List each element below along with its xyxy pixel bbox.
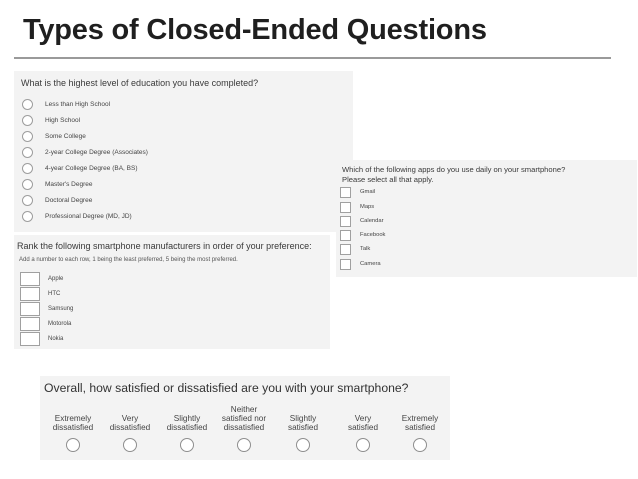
app-option[interactable] xyxy=(340,215,384,227)
scale-label: Slightly dissatisfied xyxy=(166,414,208,432)
ranking-option-label: HTC xyxy=(48,291,61,297)
radio-button[interactable] xyxy=(22,211,33,222)
radio-button[interactable] xyxy=(22,195,33,206)
scale-label: Slightly satisfied xyxy=(287,414,319,432)
apps-question-text: Which of the following apps do you use daily on your smartphone? xyxy=(342,165,566,174)
ranking-option-label: Samsung xyxy=(48,306,74,312)
slide-title: Types of Closed-Ended Questions xyxy=(23,14,487,46)
app-option-label: Maps xyxy=(360,204,375,210)
ranking-option-label: Motorola xyxy=(48,321,72,327)
satisfaction-question-panel xyxy=(40,376,450,460)
education-option-label: 4-year College Degree (BA, BS) xyxy=(45,164,138,172)
education-option[interactable] xyxy=(22,162,138,174)
scale-option[interactable] xyxy=(391,402,449,452)
radio-button[interactable] xyxy=(413,438,427,452)
education-option-label: Doctoral Degree xyxy=(45,196,93,204)
ranking-option-label: Nokia xyxy=(48,336,64,342)
education-option[interactable] xyxy=(22,194,92,206)
radio-button[interactable] xyxy=(180,438,194,452)
scale-option[interactable] xyxy=(334,402,392,452)
app-option-label: Talk xyxy=(360,246,371,252)
rank-input[interactable] xyxy=(20,272,40,286)
ranking-option-label: Apple xyxy=(48,276,64,282)
radio-button[interactable] xyxy=(22,163,33,174)
radio-button[interactable] xyxy=(356,438,370,452)
radio-button[interactable] xyxy=(296,438,310,452)
checkbox[interactable] xyxy=(340,216,351,227)
title-divider xyxy=(14,57,611,59)
ranking-row xyxy=(20,272,63,286)
rank-input[interactable] xyxy=(20,317,40,331)
education-option[interactable] xyxy=(22,146,148,158)
satisfaction-question-text: Overall, how satisfied or dissatisfied are you with your smartphone? xyxy=(44,381,409,395)
radio-button[interactable] xyxy=(22,179,33,190)
radio-button[interactable] xyxy=(123,438,137,452)
education-option-label: Professional Degree (MD, JD) xyxy=(45,212,132,220)
education-option[interactable] xyxy=(22,178,92,190)
app-option[interactable] xyxy=(340,243,370,255)
checkbox[interactable] xyxy=(340,230,351,241)
ranking-row xyxy=(20,317,71,331)
education-option-label: Less than High School xyxy=(45,100,111,108)
app-option-label: Facebook xyxy=(360,232,386,238)
scale-label: Extremely satisfied xyxy=(401,414,439,432)
scale-option[interactable] xyxy=(215,402,273,452)
rank-input[interactable] xyxy=(20,332,40,346)
scale-option[interactable] xyxy=(274,402,332,452)
checkbox[interactable] xyxy=(340,259,351,270)
app-option-label: Calendar xyxy=(360,218,384,224)
app-option-label: Camera xyxy=(360,261,381,267)
education-question-text: What is the highest level of education you have completed? xyxy=(21,78,259,88)
radio-button[interactable] xyxy=(22,147,33,158)
scale-option[interactable] xyxy=(158,402,216,452)
app-option[interactable] xyxy=(340,201,374,213)
education-option[interactable] xyxy=(22,210,132,222)
app-option[interactable] xyxy=(340,258,381,270)
education-option[interactable] xyxy=(22,98,110,110)
ranking-instruction: Add a number to each row, 1 being the least preferred, 5 being the most preferred. xyxy=(19,257,238,263)
scale-option[interactable] xyxy=(44,402,102,452)
ranking-row xyxy=(20,332,63,346)
app-option-label: Gmail xyxy=(360,189,376,195)
scale-label: Very satisfied xyxy=(347,414,379,432)
education-option[interactable] xyxy=(22,114,80,126)
radio-button[interactable] xyxy=(22,131,33,142)
checkbox[interactable] xyxy=(340,187,351,198)
rank-input[interactable] xyxy=(20,302,40,316)
scale-option[interactable] xyxy=(101,402,159,452)
app-option[interactable] xyxy=(340,186,375,198)
apps-instruction: Please select all that apply. xyxy=(342,175,434,184)
ranking-question-panel xyxy=(14,235,330,349)
radio-button[interactable] xyxy=(66,438,80,452)
checkbox[interactable] xyxy=(340,202,351,213)
app-option[interactable] xyxy=(340,229,385,241)
checkbox[interactable] xyxy=(340,244,351,255)
scale-label: Neither satisfied nor dissatisfied xyxy=(221,405,267,432)
scale-label: Very dissatisfied xyxy=(109,414,151,432)
radio-button[interactable] xyxy=(22,99,33,110)
apps-question-panel xyxy=(336,160,637,277)
education-option-label: 2-year College Degree (Associates) xyxy=(45,148,148,156)
education-option-label: Master's Degree xyxy=(45,180,93,188)
education-option-label: Some College xyxy=(45,132,86,140)
ranking-row xyxy=(20,302,73,316)
education-option[interactable] xyxy=(22,130,86,142)
scale-label: Extremely dissatisfied xyxy=(52,414,94,432)
ranking-row xyxy=(20,287,60,301)
ranking-question-text: Rank the following smartphone manufacturers in order of your preference: xyxy=(17,241,312,251)
rank-input[interactable] xyxy=(20,287,40,301)
education-option-label: High School xyxy=(45,116,81,124)
education-question-panel xyxy=(14,71,353,232)
radio-button[interactable] xyxy=(22,115,33,126)
radio-button[interactable] xyxy=(237,438,251,452)
